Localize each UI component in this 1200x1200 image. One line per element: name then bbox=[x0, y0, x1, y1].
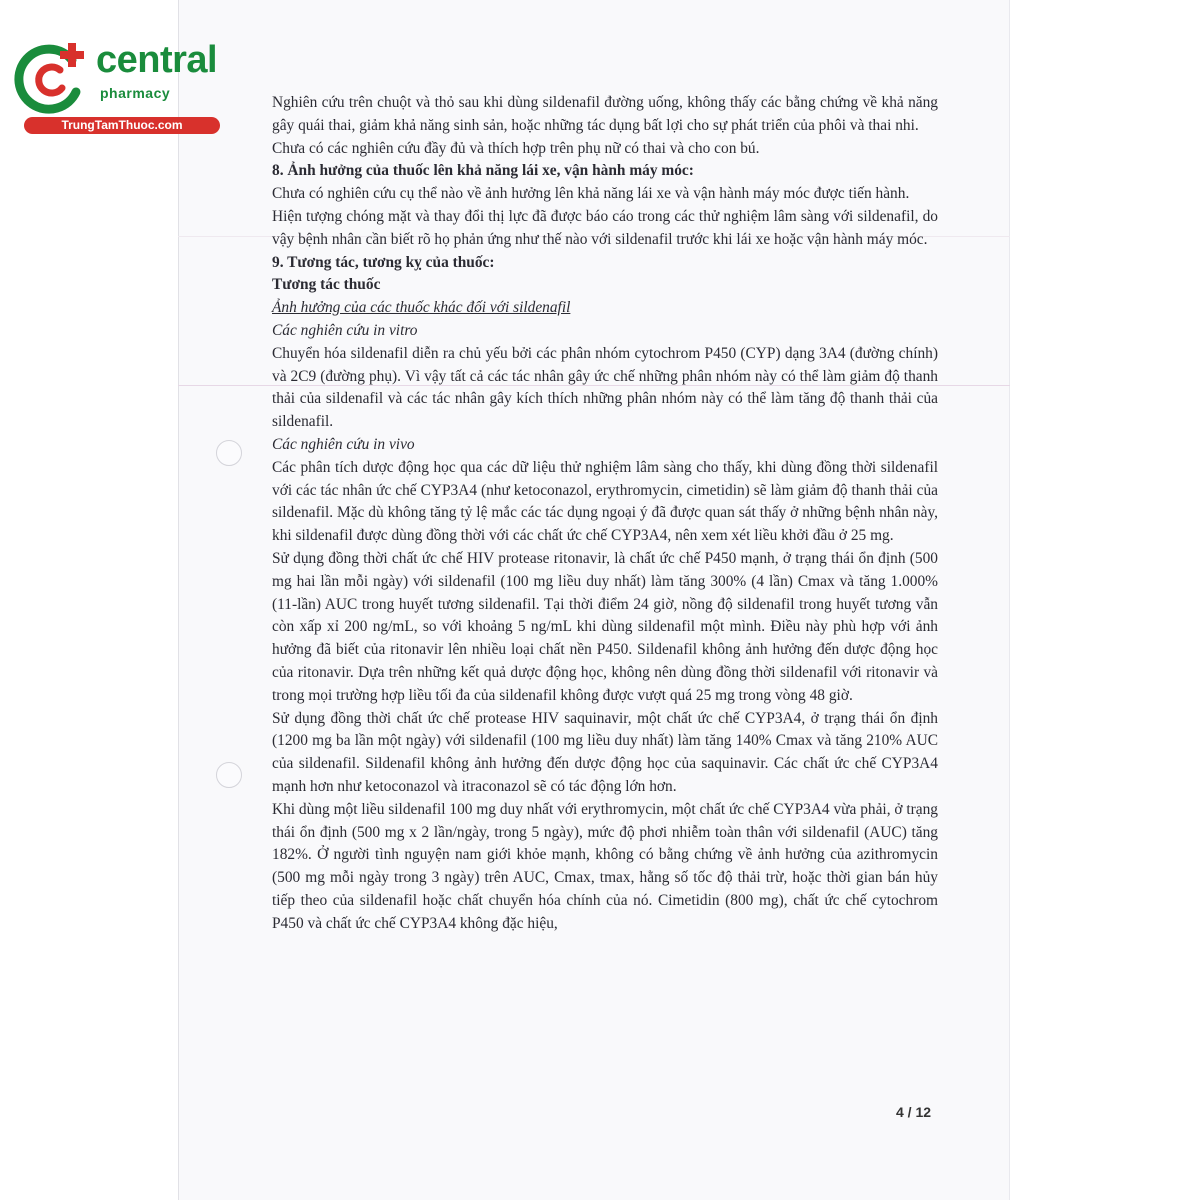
paragraph: Nghiên cứu trên chuột và thỏ sau khi dùng sildenafil đường uống, không thấy các bằng chứng về khả năng gây quái thai, giảm khả năng sinh sản, hoặc những tác dụng bất lợi cho sự phát triển của phôi và thai nhi. bbox=[272, 94, 938, 134]
punch-hole bbox=[216, 762, 242, 788]
paragraph: Sử dụng đồng thời chất ức chế protease HIV saquinavir, một chất ức chế CYP3A4, ở trạng thái ổn định (1200 mg ba lần một ngày) với sildenafil (100 mg liều duy nhất) làm tăng 140% Cmax và tăng 210% AUC của sildenafil. Sildenafil không ảnh hưởng đến dược động học của saquinavir. Các chất ức chế CYP3A4 mạnh hơn như ketoconazol và itraconazol sẽ có tác động lớn hơn. bbox=[272, 709, 938, 795]
section-heading: Tương tác thuốc bbox=[272, 276, 381, 294]
paragraph: Chưa có nghiên cứu cụ thể nào về ảnh hưởng lên khả năng lái xe và vận hành máy móc được tiến hành. bbox=[272, 185, 910, 203]
central-pharmacy-logo bbox=[10, 34, 218, 136]
logo-website: TrungTamThuoc.com bbox=[24, 117, 220, 134]
punch-hole bbox=[216, 440, 242, 466]
pharmacy-cross-icon bbox=[10, 38, 90, 118]
section-heading: 9. Tương tác, tương kỵ của thuốc: bbox=[272, 253, 495, 271]
logo-subtitle: pharmacy bbox=[100, 85, 171, 101]
logo-brand: central bbox=[96, 39, 218, 81]
subheading: Các nghiên cứu in vivo bbox=[272, 435, 415, 453]
paragraph: Chuyển hóa sildenafil diễn ra chủ yếu bởi các phân nhóm cytochrom P450 (CYP) dạng 3A4 (đường chính) và 2C9 (đường phụ). Vì vậy tất cả các tác nhân gây ức chế những phân nhóm này có thể làm giảm độ thanh thải của sildenafil và các tác nhân gây kích thích những phân nhóm này có thể làm tăng độ thanh thải của sildenafil. bbox=[272, 344, 938, 431]
paragraph: Các phân tích dược động học qua các dữ liệu thử nghiệm lâm sàng cho thấy, khi dùng đồng thời sildenafil với các tác nhân ức chế CYP3A4 (như ketoconazol, erythromycin, cimetidin) sẽ làm giảm độ thanh thải của sildenafil. Mặc dù không tăng tỷ lệ mắc các tác dụng ngoại ý đã được quan sát thấy ở những bệnh nhân này, khi sildenafil được dùng đồng thời với các chất ức chế CYP3A4, nên xem xét liều khởi đầu ở 25 mg. bbox=[272, 458, 938, 545]
subheading: Ảnh hưởng của các thuốc khác đối với sildenafil bbox=[272, 299, 571, 317]
document-body bbox=[272, 92, 938, 935]
subheading: Các nghiên cứu in vitro bbox=[272, 321, 418, 339]
section-heading: 8. Ảnh hưởng của thuốc lên khả năng lái xe, vận hành máy móc: bbox=[272, 162, 694, 180]
paragraph: Hiện tượng chóng mặt và thay đổi thị lực đã được báo cáo trong các thử nghiệm lâm sàng với sildenafil, do vậy bệnh nhân cần biết rõ họ phản ứng như thế nào với sildenafil trước khi lái xe hoặc vận hành máy móc. bbox=[272, 207, 938, 248]
paragraph: Khi dùng một liều sildenafil 100 mg duy nhất với erythromycin, một chất ức chế CYP3A4 vừa phải, ở trạng thái ổn định (500 mg x 2 lần/ngày, trong 5 ngày), mức độ phơi nhiễm toàn thân với sildenafil (AUC) tăng 182%. Ở người tình nguyện nam giới khỏe mạnh, không có bằng chứng về ảnh hưởng của azithromycin (500 mg mỗi ngày trong 3 ngày) trên AUC, Cmax, tmax, hằng số tốc độ thải trừ, hoặc thời gian bán hủy tiếp theo của sildenafil hoặc chất chuyển hóa chính của nó. Cimetidin (800 mg), chất ức chế cytochrom P450 và chất ức chế CYP3A4 không đặc hiệu, bbox=[272, 800, 938, 932]
page-number: 4 / 12 bbox=[896, 1104, 932, 1120]
paragraph: Sử dụng đồng thời chất ức chế HIV protease ritonavir, là chất ức chế P450 mạnh, ở trạng thái ổn định (500 mg hai lần mỗi ngày) với sildenafil (100 mg liều duy nhất) làm tăng 300% (4 lần) Cmax và tăng 1.000% (11-lần) AUC trong huyết tương sildenafil. Tại thời điểm 24 giờ, nồng độ sildenafil trong huyết tương vẫn còn xấp xỉ 200 ng/mL, so với khoảng 5 ng/mL khi dùng sildenafil một mình. Điều này phù hợp với ảnh hưởng đã biết của ritonavir lên nhiều loại chất nền P450. Sildenafil không ảnh hưởng đến dược động học của ritonavir. Dựa trên những kết quả dược động học, không nên dùng đồng thời sildenafil với ritonavir và trong mọi trường hợp liều tối đa của sildenafil không được vượt quá 25 mg trong vòng 48 giờ. bbox=[272, 549, 938, 704]
paragraph: Chưa có các nghiên cứu đầy đủ và thích hợp trên phụ nữ có thai và cho con bú. bbox=[272, 139, 760, 157]
